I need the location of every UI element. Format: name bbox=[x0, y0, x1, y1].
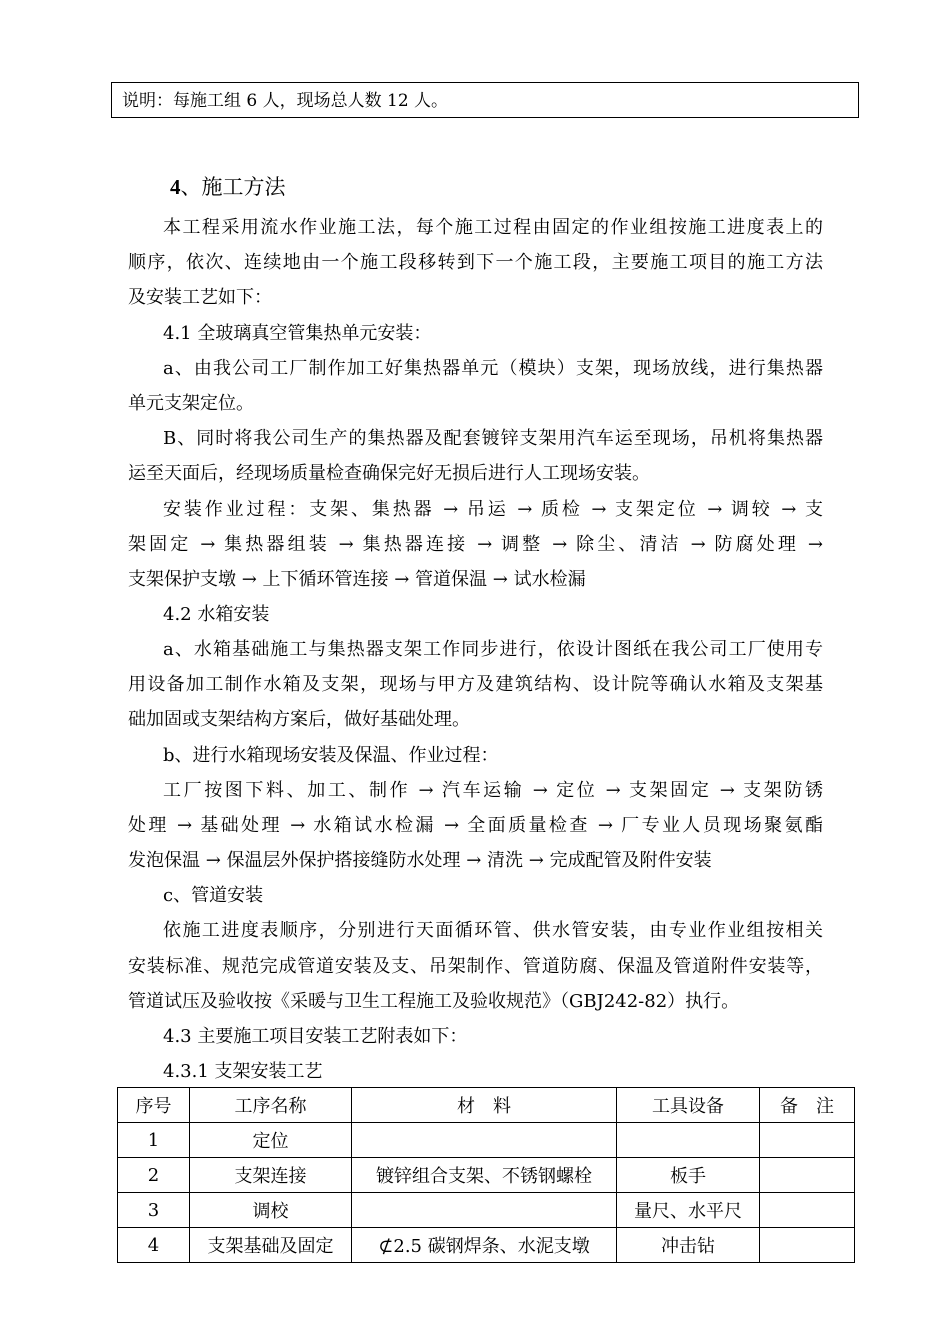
staffing-note-text: 说明：每施工组 6 人，现场总人数 12 人。 bbox=[122, 91, 449, 111]
table-cell: 定位 bbox=[190, 1123, 352, 1158]
paragraph-line: 运至天面后，经现场质量检查确保完好无损后进行人工现场安装。 bbox=[128, 463, 650, 484]
table-cell: 4 bbox=[118, 1228, 190, 1263]
table-row bbox=[118, 1158, 855, 1193]
process-flow-line: 安装作业过程：支架、集热器 → 吊运 → 质检 → 支架定位 → 调较 → 支 bbox=[163, 499, 823, 520]
table-row bbox=[118, 1193, 855, 1228]
table-cell: 调校 bbox=[190, 1193, 352, 1228]
header-cell: 工具设备 bbox=[617, 1088, 760, 1123]
table-cell: ⊄2.5 碳钢焊条、水泥支墩 bbox=[352, 1228, 617, 1263]
table-cell: 2 bbox=[118, 1158, 190, 1193]
table-cell: 支架基础及固定 bbox=[190, 1228, 352, 1263]
paragraph-line: 依施工进度表顺序，分别进行天面循环管、供水管安装，由专业作业组按相关 bbox=[163, 920, 823, 941]
section-number: 4 bbox=[170, 175, 181, 199]
table-row bbox=[118, 1123, 855, 1158]
subsection-heading-4-3: 4.3 主要施工项目安装工艺附表如下： bbox=[163, 1026, 468, 1047]
process-flow-line: 发泡保温 → 保温层外保护搭接缝防水处理 → 清洗 → 完成配管及附件安装 bbox=[128, 850, 712, 871]
table-cell bbox=[617, 1123, 760, 1158]
paragraph-line: 管道试压及验收按《采暖与卫生工程施工及验收规范》（GBJ242-82）执行。 bbox=[128, 991, 740, 1012]
process-flow-line: 架固定 → 集热器组装 → 集热器连接 → 调整 → 除尘、清洁 → 防腐处理 → bbox=[128, 534, 823, 555]
header-cell: 材 料 bbox=[352, 1088, 617, 1123]
paragraph-line: 顺序，依次、连续地由一个施工段移转到下一个施工段，主要施工项目的施工方法 bbox=[128, 252, 823, 273]
paragraph-line: B、同时将我公司生产的集热器及配套镀锌支架用汽车运至现场，吊机将集热器 bbox=[163, 428, 823, 449]
paragraph-line: 及安装工艺如下： bbox=[128, 287, 272, 308]
table-cell: 支架连接 bbox=[190, 1158, 352, 1193]
table-header-row bbox=[118, 1088, 855, 1123]
table-cell: 量尺、水平尺 bbox=[617, 1193, 760, 1228]
process-flow-line: 支架保护支墩 → 上下循环管连接 → 管道保温 → 试水检漏 bbox=[128, 569, 586, 590]
process-flow-line: 处理 → 基础处理 → 水箱试水检漏 → 全面质量检查 → 厂专业人员现场聚氨酯 bbox=[128, 815, 823, 836]
table-cell: 1 bbox=[118, 1123, 190, 1158]
paragraph-line: 本工程采用流水作业施工法，每个施工过程由固定的作业组按施工进度表上的 bbox=[163, 217, 823, 238]
table-cell bbox=[760, 1228, 855, 1263]
bracket-installation-table bbox=[117, 1087, 855, 1263]
paragraph-line: 用设备加工制作水箱及支架，现场与甲方及建筑结构、设计院等确认水箱及支架基 bbox=[128, 674, 823, 695]
table-cell: 镀锌组合支架、不锈钢螺栓 bbox=[352, 1158, 617, 1193]
table-cell: 冲击钻 bbox=[617, 1228, 760, 1263]
subsection-heading-4-2: 4.2 水箱安装 bbox=[163, 604, 270, 625]
table-row bbox=[118, 1228, 855, 1263]
section-title: 、施工方法 bbox=[180, 175, 286, 199]
table-cell bbox=[760, 1193, 855, 1228]
subsection-heading-4-3-1: 4.3.1 支架安装工艺 bbox=[163, 1061, 323, 1082]
header-cell: 序号 bbox=[118, 1088, 190, 1123]
table-cell bbox=[352, 1193, 617, 1228]
paragraph-line: a、水箱基础施工与集热器支架工作同步进行，依设计图纸在我公司工厂使用专 bbox=[163, 639, 823, 660]
staffing-note bbox=[111, 82, 859, 118]
process-flow-line: 工厂按图下料、加工、制作 → 汽车运输 → 定位 → 支架固定 → 支架防锈 bbox=[163, 780, 823, 801]
header-cell: 工序名称 bbox=[190, 1088, 352, 1123]
paragraph-line: c、管道安装 bbox=[163, 885, 264, 906]
paragraph-line: 单元支架定位。 bbox=[128, 393, 254, 414]
paragraph-line: 础加固或支架结构方案后，做好基础处理。 bbox=[128, 709, 470, 730]
section-heading bbox=[170, 172, 286, 202]
subsection-heading-4-1: 4.1 全玻璃真空管集热单元安装： bbox=[163, 323, 432, 344]
header-cell: 备 注 bbox=[760, 1088, 855, 1123]
table-cell bbox=[760, 1158, 855, 1193]
table-cell bbox=[760, 1123, 855, 1158]
table-cell bbox=[352, 1123, 617, 1158]
table-cell: 3 bbox=[118, 1193, 190, 1228]
table-cell: 板手 bbox=[617, 1158, 760, 1193]
paragraph-line: a、由我公司工厂制作加工好集热器单元（模块）支架，现场放线，进行集热器 bbox=[163, 358, 823, 379]
paragraph-line: 安装标准、规范完成管道安装及支、吊架制作、管道防腐、保温及管道附件安装等， bbox=[128, 956, 823, 977]
paragraph-line: b、进行水箱现场安装及保温、作业过程： bbox=[163, 745, 499, 766]
